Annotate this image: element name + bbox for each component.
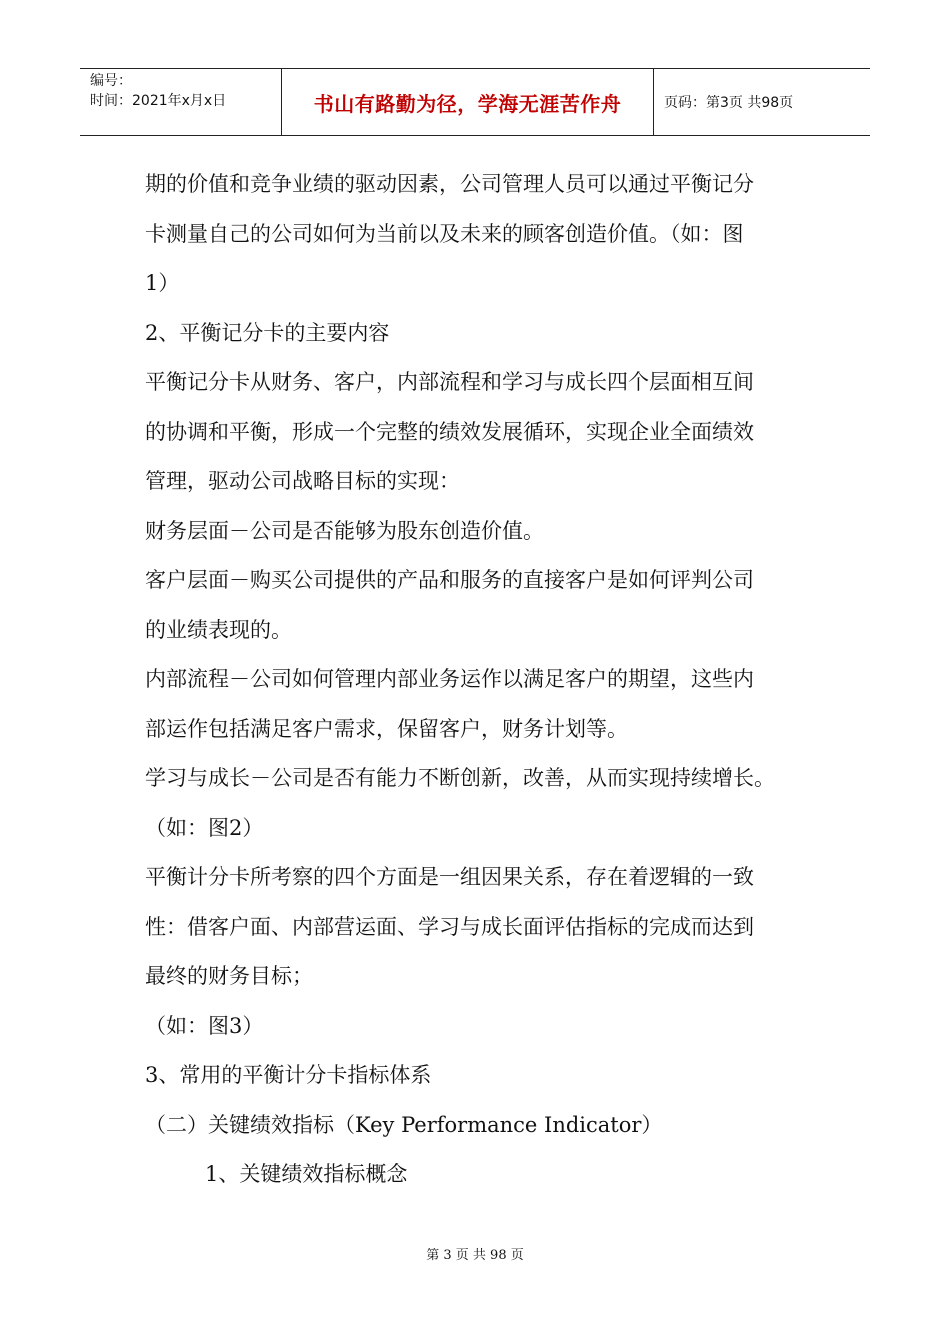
page-footer: 第 3 页 共 98 页 xyxy=(426,1248,524,1263)
body-line: 性：借客户面、内部营运面、学习与成长面评估指标的完成而达到 xyxy=(145,914,754,939)
body-line: 学习与成长－公司是否有能力不断创新，改善，从而实现持续增长。 xyxy=(145,766,775,790)
body-line: 卡测量自己的公司如何为当前以及未来的顾客创造价值。（如：图 xyxy=(145,221,744,246)
header-motto: 书山有路勤为径，学海无涯苦作舟 xyxy=(282,69,654,135)
body-line: 的业绩表现的。 xyxy=(145,617,292,642)
body-line: 管理，驱动公司战略目标的实现： xyxy=(145,469,460,493)
document-date-label: 时间：2021年x月x日 xyxy=(90,93,227,109)
document-body xyxy=(145,160,825,1200)
section-heading: 3、常用的平衡计分卡指标体系 xyxy=(145,1063,432,1087)
body-line: 的协调和平衡，形成一个完整的绩效发展循环，实现企业全面绩效 xyxy=(145,419,754,444)
body-line: （如：图2） xyxy=(145,815,264,840)
body-line: 1） xyxy=(145,271,180,295)
body-line: 平衡计分卡所考察的四个方面是一组因果关系，存在着逻辑的一致 xyxy=(145,865,754,889)
body-line: 客户层面－购买公司提供的产品和服务的直接客户是如何评判公司 xyxy=(145,568,754,592)
section-heading: 2、平衡记分卡的主要内容 xyxy=(145,320,390,345)
body-line: 最终的财务目标； xyxy=(145,964,313,988)
body-line: 期的价值和竞争业绩的驱动因素，公司管理人员可以通过平衡记分 xyxy=(145,172,754,196)
body-line: （如：图3） xyxy=(145,1013,264,1038)
page-header xyxy=(80,68,870,136)
body-line: 平衡记分卡从财务、客户，内部流程和学习与成长四个层面相互间 xyxy=(145,370,754,394)
body-line: 内部流程－公司如何管理内部业务运作以满足客户的期望，这些内 xyxy=(145,667,754,691)
chapter-heading: （二）关键绩效指标（Key Performance Indicator） xyxy=(145,1112,663,1137)
document-number-label: 编号： xyxy=(90,73,132,89)
body-line: 财务层面－公司是否能够为股东创造价值。 xyxy=(145,518,544,543)
body-line: 部运作包括满足客户需求，保留客户，财务计划等。 xyxy=(145,716,628,741)
header-page-info: 页码：第3页 共98页 xyxy=(664,95,794,111)
section-heading: 1、关键绩效指标概念 xyxy=(205,1162,408,1186)
header-meta xyxy=(80,69,282,135)
